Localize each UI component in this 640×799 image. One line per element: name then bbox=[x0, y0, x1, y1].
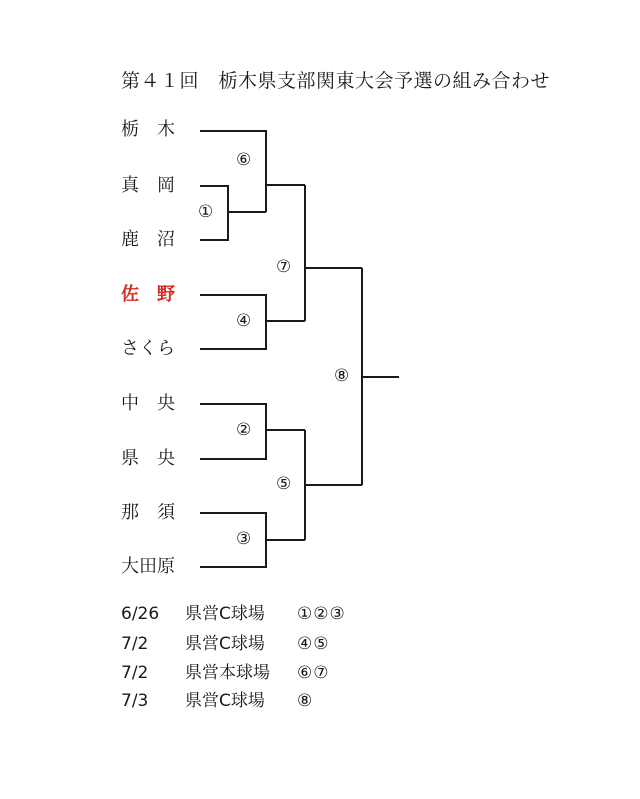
bracket-line-match-2 bbox=[200, 404, 266, 459]
schedule-venue: 県営C球場 bbox=[185, 634, 265, 654]
team-tochigi: 栃 木 bbox=[121, 119, 175, 140]
team-kenou: 県 央 bbox=[121, 448, 175, 469]
team-chuo: 中 央 bbox=[121, 393, 175, 414]
team-moka: 真 岡 bbox=[121, 175, 175, 196]
match-label-6: ⑥ bbox=[236, 150, 252, 170]
match-label-5: ⑤ bbox=[276, 474, 292, 494]
schedule-games: ⑥⑦ bbox=[297, 663, 330, 683]
bracket-line-match-4 bbox=[200, 295, 266, 349]
team-kanuma: 鹿 沼 bbox=[121, 229, 175, 250]
match-label-4: ④ bbox=[236, 311, 252, 331]
schedule-games: ⑧ bbox=[297, 691, 314, 711]
schedule-date: 6/26 bbox=[121, 604, 160, 624]
schedule-venue: 県営C球場 bbox=[185, 604, 265, 624]
bracket-line-match-6 bbox=[200, 131, 266, 212]
team-sakura: さくら bbox=[121, 338, 175, 359]
schedule-date: 7/2 bbox=[121, 634, 149, 654]
team-sano: 佐 野 bbox=[121, 284, 175, 305]
match-label-7: ⑦ bbox=[276, 257, 292, 277]
schedule-games: ④⑤ bbox=[297, 634, 330, 654]
match-label-1: ① bbox=[198, 202, 214, 222]
match-label-3: ③ bbox=[236, 529, 252, 549]
schedule-games: ①②③ bbox=[297, 604, 346, 624]
match-label-2: ② bbox=[236, 420, 252, 440]
page-title: 第４１回 栃木県支部関東大会予選の組み合わせ bbox=[121, 70, 551, 92]
schedule-venue: 県営本球場 bbox=[185, 663, 270, 683]
team-otawara: 大田原 bbox=[121, 556, 175, 577]
schedule-venue: 県営C球場 bbox=[185, 691, 265, 711]
schedule-date: 7/3 bbox=[121, 691, 149, 711]
team-nasu: 那 須 bbox=[121, 502, 175, 523]
schedule-date: 7/2 bbox=[121, 663, 149, 683]
match-label-8: ⑧ bbox=[334, 366, 350, 386]
bracket-line-match-3 bbox=[200, 513, 266, 567]
